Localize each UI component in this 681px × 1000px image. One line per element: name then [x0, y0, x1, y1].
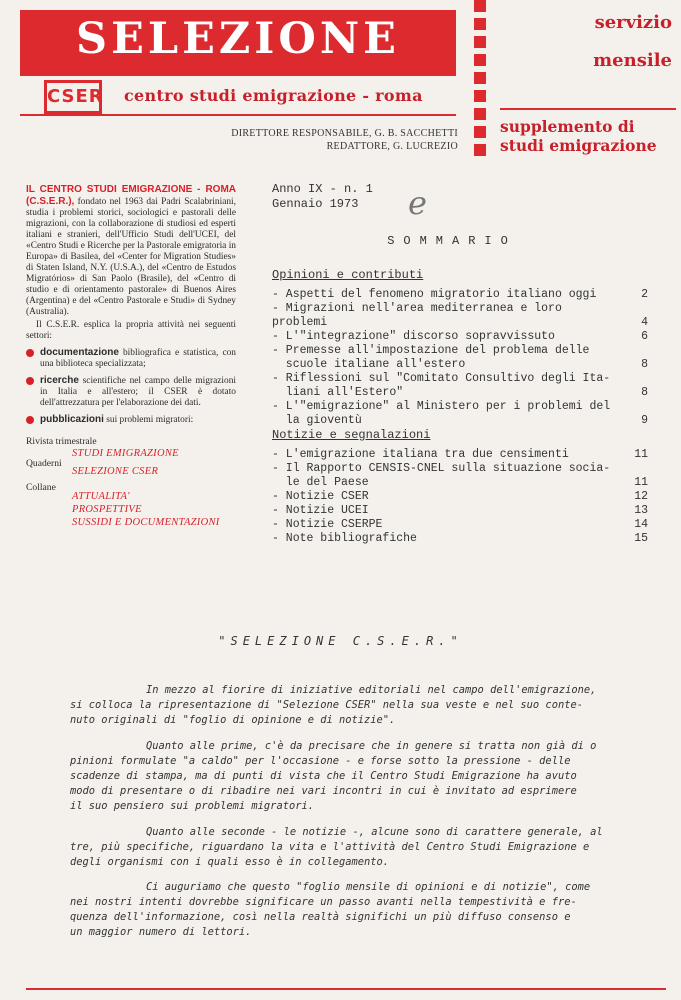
toc-item: - Il Rapporto CENSIS-CNEL sulla situazione socia- le del Paese 11 — [272, 462, 648, 489]
cser-logo: CSER — [44, 80, 102, 114]
bullet-documentazione: documentazione bibliografica e statistica, con una biblioteca specializzata; — [26, 347, 236, 370]
masthead-underline — [20, 114, 456, 116]
issue-date: Gennaio 1973 — [272, 197, 359, 211]
article-paragraph: Quanto alle prime, c'è da precisare che in genere si tratta non già di o pinioni formulate "a caldo" per l'occasione - e forse sotto la pressione - delle scadenze di stampa, ma di punti di vista che il Centro Studi Emigrazione ha avuto modo di presentare o di ribadire nei vari incontri in cui è invitato ad esprimere il suo pensiero sui problemi migratori. — [70, 740, 597, 812]
toc-section-heading: Notizie e segnalazioni — [272, 428, 431, 442]
toc-item: - Riflessioni sul "Comitato Consultivo degli Ita- liani all'Estero" 8 — [272, 372, 648, 399]
toc-item: - Premesse all'impostazione del problema delle scuole italiane all'estero 8 — [272, 344, 648, 371]
toc-item: - L'"integrazione" discorso sopravvissuto 6 — [272, 330, 648, 343]
article-paragraph: Quanto alle seconde - le notizie -, alcune sono di carattere generale, al tre, più specifiche, riguardano la vita e l'attività del Centro Studi Emigrazione e degli organismi con i quali esso è in collegamento. — [70, 826, 603, 868]
bullet-ricerche: ricerche scientifiche nel campo delle migrazioni in Italia e all'estero; il CSER è dotato dell'attrezzatura per l'elaborazione dei dati. — [26, 375, 236, 409]
toc-item: - Notizie UCEI 13 — [272, 504, 648, 517]
masthead-title: SELEZIONE — [76, 14, 400, 64]
article-title: "SELEZIONE C.S.E.R." — [218, 634, 463, 648]
service-frequency: mensile — [593, 50, 672, 71]
toc-section-heading: Opinioni e contributi — [272, 268, 424, 282]
cser-description — [26, 184, 236, 534]
director-line: DIRETTORE RESPONSABILE, G. B. SACCHETTI — [231, 128, 458, 139]
bullet-pubblicazioni: pubblicazioni sui problemi migratori: — [26, 414, 236, 426]
intro-paragraph: IL CENTRO STUDI EMIGRAZIONE - ROMA (C.S.E.R.), fondato nel 1963 dai Padri Scalabriniani, studia i problemi storici, sociologici e pastorali delle migrazioni, con la collaborazione di studiosi ed esperti italiani e stranieri, dell'Ufficio Studi dell'UCEI, del «Centro Studi e Ricerche per la Pastorale emigratoria in Europa» di Basilea, del «Center for Migration Studies» di Staten Island, N.Y. (U.S.A.), del «Centro de Estudos Migratórios» di San Paolo (Brasile), del «Centro di studio e di orientamento pastorale» di Buenos Aires (Argentina) e del «Centro Pastorale e Studi» di Sydney (Australia). — [26, 184, 236, 317]
toc-item: - Migrazioni nell'area mediterranea e loro problemi 4 — [272, 302, 648, 329]
handwritten-mark: e — [408, 184, 427, 222]
right-divider — [500, 108, 676, 110]
toc-section-notizie — [272, 428, 652, 546]
director-credits — [200, 127, 458, 153]
toc-section-opinioni — [272, 268, 652, 428]
toc-item: - Note bibliografiche 15 — [272, 532, 648, 545]
toc-title: SOMMARIO — [387, 234, 517, 248]
toc-item: - Notizie CSER 12 — [272, 490, 648, 503]
article-paragraph: In mezzo al fiorire di iniziative editoriali nel campo dell'emigrazione, si colloca la ripresentazione di "Selezione CSER" nella sua veste e nel suo conte- nuto originali di "foglio di opinione e di notizie". — [70, 684, 597, 726]
issue-number: Anno IX - n. 1 — [272, 182, 373, 196]
publications-list: Rivista trimestrale STUDI EMIGRAZIONE Quaderni SELEZIONE CSER Collane ATTUALITA' PROSPETTIVE SUSSIDI E DOCUMENTAZIONI — [26, 436, 220, 528]
vertical-divider — [474, 0, 486, 156]
toc-item: - L'emigrazione italiana tra due censimenti 11 — [272, 448, 648, 461]
toc-item: - Aspetti del fenomeno migratorio italiano oggi 2 — [272, 288, 648, 301]
footer-rule — [26, 988, 666, 990]
toc-item: - Notizie CSERPE 14 — [272, 518, 648, 531]
service-label: servizio — [594, 12, 672, 33]
supplement-label: supplemento di studi emigrazione — [500, 117, 657, 155]
editor-line: REDATTORE, G. LUCREZIO — [326, 141, 458, 152]
article-paragraph: Ci auguriamo che questo "foglio mensile di opinioni e di notizie", come nei nostri intenti dovrebbe significare un passo avanti nella tempestività e fre- quenza dell'informazione, così nella realtà significhi un più diffuso consenso e un maggior numero di lettori. — [70, 881, 591, 938]
activities-intro: Il C.S.E.R. esplica la propria attività nei seguenti settori: — [26, 320, 236, 341]
masthead-subtitle: centro studi emigrazione - roma — [124, 86, 423, 105]
issue-info — [272, 182, 373, 212]
toc-item: - L'"emigrazione" al Ministero per i problemi del la gioventù 9 — [272, 400, 648, 427]
